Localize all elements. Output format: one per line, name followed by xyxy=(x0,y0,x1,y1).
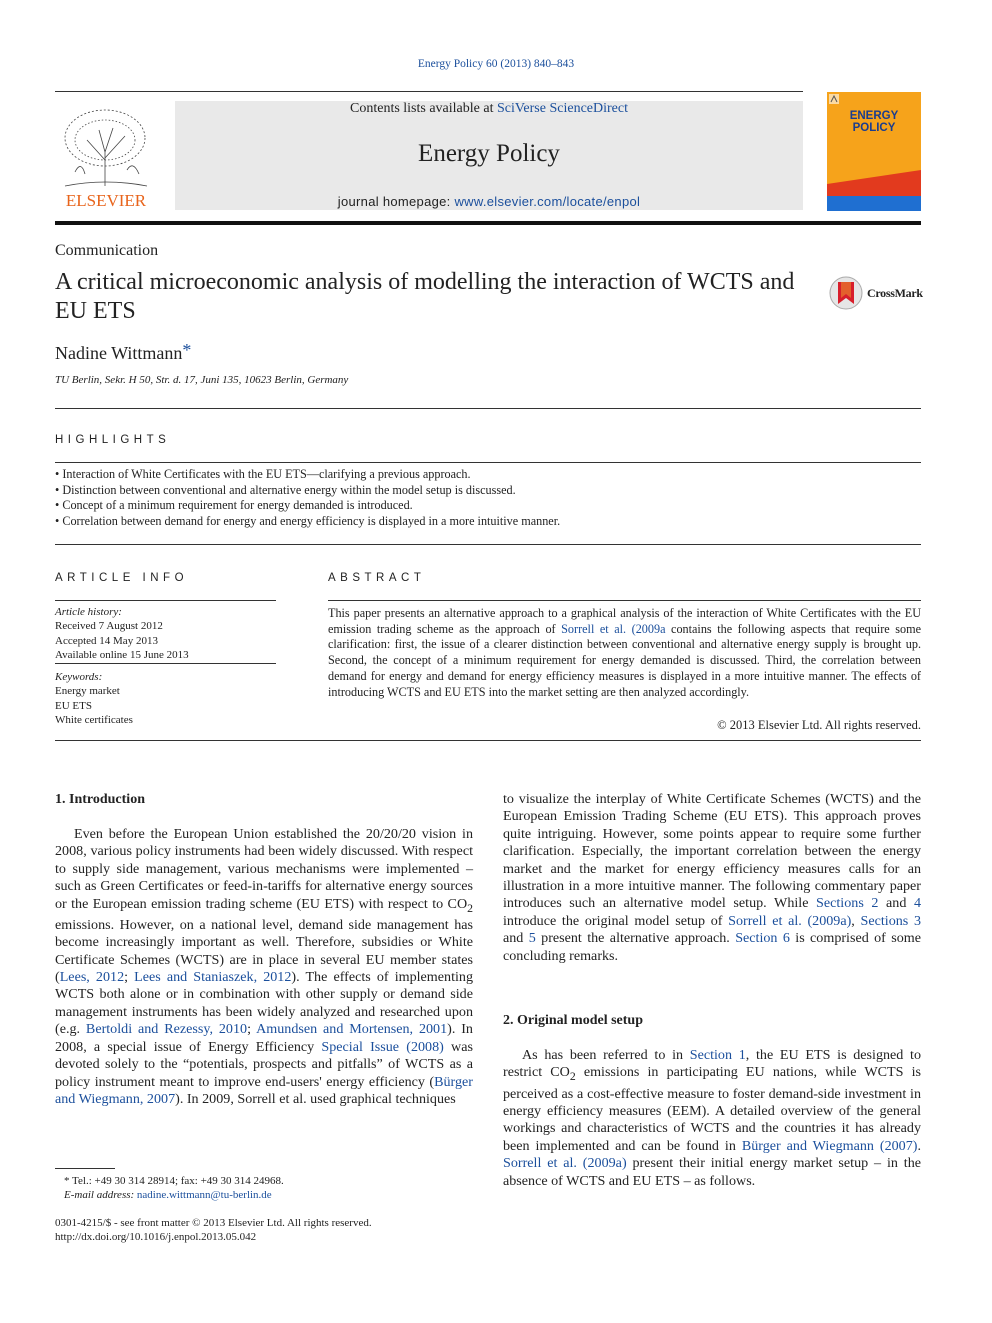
intro-body-right xyxy=(503,791,921,965)
reference-link[interactable]: Sorrell et al. (2009a) xyxy=(503,1155,627,1172)
rule xyxy=(328,600,921,601)
elsevier-wordmark: ELSEVIER xyxy=(65,191,147,210)
homepage-link[interactable]: www.elsevier.com/locate/enpol xyxy=(454,194,641,209)
keywords xyxy=(55,670,133,727)
reference-link[interactable]: Sorrell et al. (2009a xyxy=(561,621,666,636)
received-date: Received 7 August 2012 xyxy=(55,620,163,633)
article-info-heading: ARTICLE INFO xyxy=(55,572,189,584)
section-2-heading: 2. Original model setup xyxy=(503,1013,644,1028)
cover-title: ENERGY POLICY xyxy=(849,110,899,134)
rule xyxy=(55,663,276,664)
sciencedirect-link[interactable]: SciVerse ScienceDirect xyxy=(496,101,628,116)
reference-link[interactable]: Sorrell et al. (2009a) xyxy=(728,912,852,929)
online-date: Available online 15 June 2013 xyxy=(55,648,189,661)
intro-body-left xyxy=(55,826,473,1108)
footnote-phone: * Tel.: +49 30 314 28914; fax: +49 30 314 24968. xyxy=(64,1175,284,1187)
keyword: EU ETS xyxy=(55,699,92,712)
section-2-paragraph: As has been referred to in Section 1, the EU ETS is designed to restrict $CO_2$ emissions in participating EU nations, while WCTS is perceived as a cost-effective measure to foster demand-side investment in energy efficiency measures (EEM). A detailed overview of the general workings and characteristics of WCTS and the countries it has already been implemented and can be found in Bürger and Wiegmann (2007). Sorrell et al. (2009a) present their initial energy market setup – in the absence of WCTS and EU ETS – as follows. xyxy=(503,1047,922,1189)
intro-paragraph-continued: to visualize the interplay of White Certificate Schemes (WCTS) and the European Emission Trading Scheme (EU ETS). This approach proves quite intriguing. However, some points appear to require some further clarification. Especially, the important correlation between the energy market and the market for energy efficiency measures calls for an illustration in a more intuitive manner. The following commentary paper introduces such an alternative model setup. While Sections 2 and 4 introduce the original model setup of Sorrell et al. (2009a), Sections 3 and 5 present the alternative approach. Section 6 is comprised of some concluding remarks. xyxy=(503,791,922,964)
footnote-email: E-mail address: nadine.wittmann@tu-berlin.de xyxy=(64,1189,272,1201)
section-link[interactable]: Sections 3 xyxy=(860,912,922,929)
section-link[interactable]: 5 xyxy=(528,930,536,947)
reference-link[interactable]: Bürger and Wiegmann (2007) xyxy=(741,1137,918,1154)
keywords-label: Keywords: xyxy=(55,671,103,683)
crossmark-badge[interactable] xyxy=(829,274,924,312)
article-type: Communication xyxy=(55,242,159,259)
journal-citation[interactable]: Energy Policy 60 (2013) 840–843 xyxy=(417,58,575,70)
cover-logo-icon xyxy=(827,92,841,106)
doi-line[interactable]: http://dx.doi.org/10.1016/j.enpol.2013.05.042 xyxy=(55,1231,257,1243)
abstract-copyright: © 2013 Elsevier Ltd. All rights reserved. xyxy=(717,718,921,732)
reference-link[interactable]: Lees and Staniaszek, 2012 xyxy=(134,969,292,986)
journal-homepage: journal homepage: www.elsevier.com/locate/enpol xyxy=(337,194,641,209)
rule xyxy=(55,544,921,545)
article-title: A critical microeconomic analysis of modelling the interaction of WCTS and EU ETS xyxy=(55,269,795,324)
author-footnote-mark[interactable]: * xyxy=(182,340,192,360)
email-link[interactable]: nadine.wittmann@tu-berlin.de xyxy=(136,1189,272,1201)
elsevier-logo xyxy=(55,100,157,212)
reference-link[interactable]: Bürger and Wiegmann, 2007 xyxy=(55,1073,473,1107)
abstract-text: This paper presents an alternative approach to a graphical analysis of the interaction of White Certificates with the EU emission trading scheme as the approach of Sorrell et al. (2009a contains the following aspects that require some clarification: first, the issue of a clearer distinction between conventional and alternative energy supply is brought up. Second, the concept of a minimum requirement for energy demanded is discussed. Third, the correlation between demand for energy and demand for energy efficiency measures is displayed in a more intuitive manner. The effects of introducing WCTS and EU ETS into the market setting are then analyzed accordingly. xyxy=(328,606,921,699)
author-name: Nadine Wittmann* xyxy=(55,340,192,363)
crossmark-label: CrossMark xyxy=(867,286,923,300)
journal-title: Energy Policy xyxy=(418,140,560,167)
rule xyxy=(55,408,921,409)
section-2-body xyxy=(503,1047,921,1190)
page-footer xyxy=(55,1216,372,1244)
section-1-heading: 1. Introduction xyxy=(55,792,145,807)
section-link[interactable]: 4 xyxy=(913,895,921,912)
section-link[interactable]: Sections 2 xyxy=(816,895,879,912)
keyword: White certificates xyxy=(55,713,133,726)
crossmark-icon xyxy=(829,274,865,312)
section-link[interactable]: Section 6 xyxy=(735,930,790,947)
cover-graphic xyxy=(827,166,921,211)
reference-link[interactable]: Amundsen and Mortensen, 2001 xyxy=(256,1021,448,1038)
journal-cover xyxy=(827,92,921,211)
contents-line: Contents lists available at SciVerse ScienceDirect xyxy=(350,101,628,116)
highlight-item: • Correlation between demand for energy and energy efficiency is displayed in a more intuitive manner. xyxy=(55,513,561,528)
footnote-rule xyxy=(55,1168,115,1169)
issn-line: 0301-4215/$ - see front matter © 2013 Elsevier Ltd. All rights reserved. xyxy=(55,1217,372,1229)
highlights-heading: HIGHLIGHTS xyxy=(55,434,171,446)
rule xyxy=(55,740,921,741)
intro-paragraph: Even before the European Union established the 20/20/20 vision in 2008, various policy instruments had been widely discussed. With respect to supply side management, various mechanisms were implemented – such as Green Certificates or feed-in-tariffs for alternative energy sources or the European emission trading scheme (EU ETS) with respect to $CO_2$ emissions. However, on a national level, demand side management has become increasingly important as well. Therefore, subsidies or White Certificate Schemes (WCTS) are in place in several EU member states (Lees, 2012; Lees and Staniaszek, 2012). The effects of implementing WCTS both alone or in combination with other supply or demand side management instruments has been widely analyzed and researched upon (e.g. Bertoldi and Rezessy, 2010; Amundsen and Mortensen, 2001). In 2008, a special issue of Energy Efficiency Special Issue (2008) was devoted solely to the “potentials, prospects and pitfalls” of WCTS as a policy instrument meant to improve end-users' energy efficiency (Bürger and Wiegmann, 2007). In 2009, Sorrell et al. used graphical techniques xyxy=(55,826,473,1107)
keyword: Energy market xyxy=(55,685,120,698)
reference-link[interactable]: Bertoldi and Rezessy, 2010 xyxy=(85,1021,248,1038)
accepted-date: Accepted 14 May 2013 xyxy=(55,634,158,647)
highlight-item: • Distinction between conventional and alternative energy within the model setup is discussed. xyxy=(55,482,516,497)
highlight-item: • Interaction of White Certificates with the EU ETS—clarifying a previous approach. xyxy=(55,467,471,481)
rule xyxy=(55,600,276,601)
header-thick-rule xyxy=(55,221,921,225)
highlight-item: • Concept of a minimum requirement for energy demanded is introduced. xyxy=(55,498,413,512)
rule xyxy=(55,462,921,463)
article-history xyxy=(55,605,189,662)
highlights-list xyxy=(55,467,560,529)
footnote xyxy=(64,1174,284,1202)
abstract-heading: ABSTRACT xyxy=(328,572,426,584)
author-affiliation: TU Berlin, Sekr. H 50, Str. d. 17, Juni 135, 10623 Berlin, Germany xyxy=(55,374,349,386)
reference-link[interactable]: Lees, 2012 xyxy=(59,969,125,986)
section-link[interactable]: Section 1 xyxy=(689,1047,746,1063)
reference-link[interactable]: Special Issue (2008) xyxy=(321,1038,444,1055)
history-label: Article history: xyxy=(55,606,122,618)
header-rule xyxy=(55,91,803,92)
